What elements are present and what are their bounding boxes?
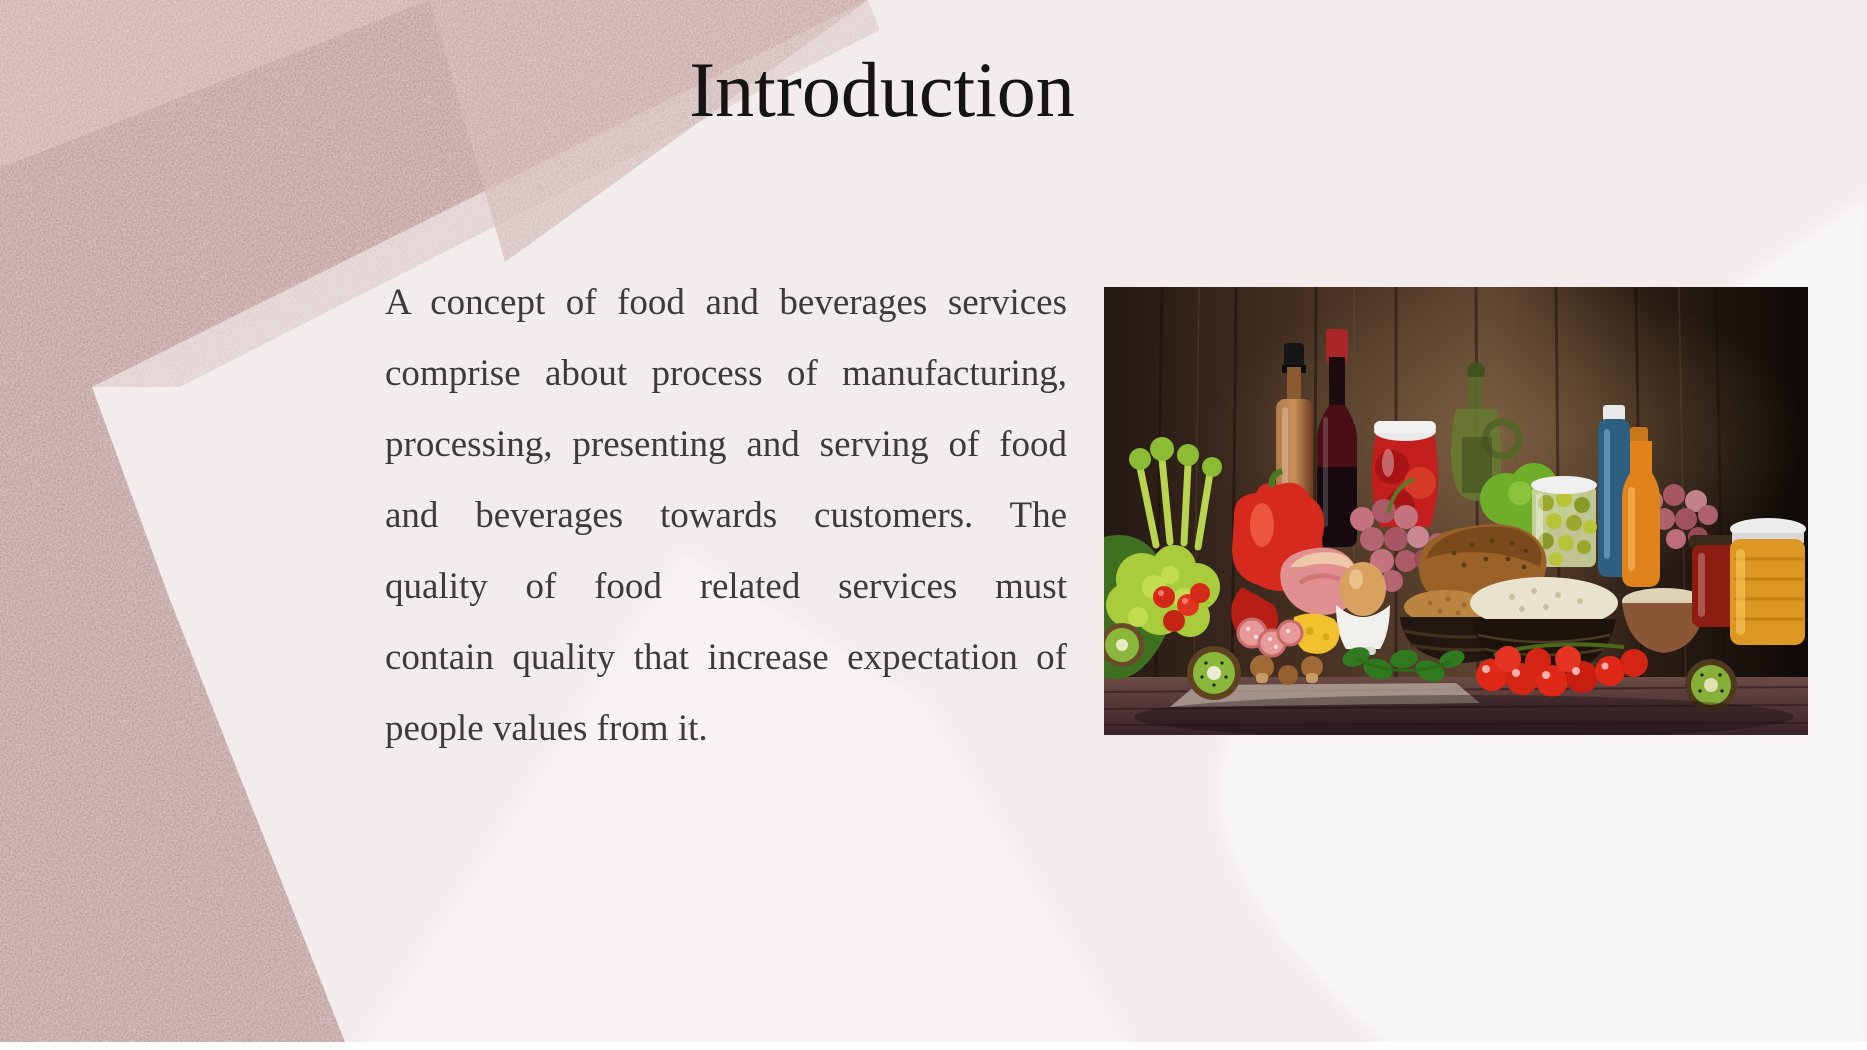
page-title: Introduction xyxy=(689,46,1075,133)
body-line: quality of food related services must xyxy=(385,566,1067,607)
body-line: A concept of food and beverages services xyxy=(385,282,1067,323)
body-line: comprise about process of manufacturing, xyxy=(385,353,1067,394)
food-photo-illustration xyxy=(1104,287,1808,735)
bottom-strip xyxy=(0,1042,1867,1050)
body-line: people values from it. xyxy=(385,708,708,749)
body-line: and beverages towards customers. The xyxy=(385,495,1067,536)
body-paragraph xyxy=(385,267,1067,764)
food-beverages-image xyxy=(1104,287,1808,735)
body-line: contain quality that increase expectation of xyxy=(385,637,1067,678)
body-line: processing, presenting and serving of food xyxy=(385,424,1067,465)
